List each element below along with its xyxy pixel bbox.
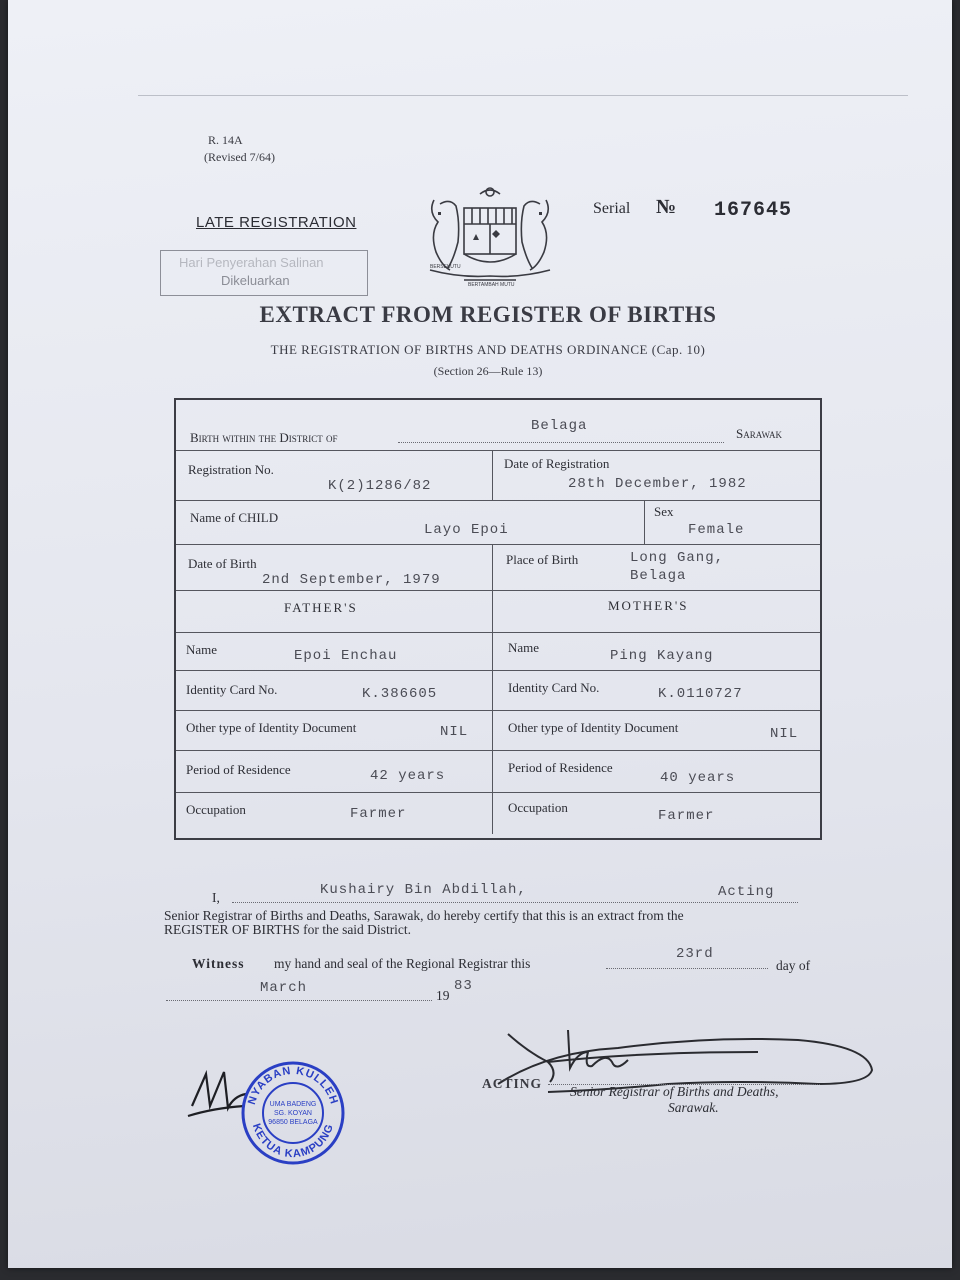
late-registration-heading: LATE REGISTRATION (196, 214, 357, 231)
row-divider (176, 450, 820, 451)
day-dotted-line (606, 968, 768, 969)
pob-value-line2: Belaga (630, 568, 687, 584)
row-divider (176, 670, 820, 671)
form-revision: (Revised 7/64) (204, 150, 275, 164)
row-divider (176, 792, 820, 793)
cert-text-line1: Senior Registrar of Births and Deaths, Sarawak, do hereby certify that this is an extract from the (164, 908, 684, 923)
mother-ic-label: Identity Card No. (508, 680, 600, 695)
stamp-line3: 96850 BELAGA (268, 1119, 318, 1126)
father-ic-label: Identity Card No. (186, 682, 278, 697)
father-residence-label: Period of Residence (186, 762, 291, 777)
mother-other-id-value: NIL (770, 726, 799, 742)
issued-stamp-line2: Dikeluarkan (221, 273, 290, 288)
district-label: Birth within the District of (190, 430, 338, 445)
date-registration-label: Date of Registration (504, 456, 610, 471)
witness-word: Witness (192, 956, 245, 971)
child-name-label: Name of CHILD (190, 510, 279, 525)
crest-motto-left: BERSEKUTU (430, 264, 461, 270)
mother-name-label: Name (508, 640, 540, 655)
child-name-value: Layo Epoi (424, 522, 509, 538)
mother-occupation-label: Occupation (508, 800, 568, 815)
row-divider (176, 632, 820, 633)
dob-label: Date of Birth (188, 556, 257, 571)
serial-number: 167645 (714, 199, 793, 222)
cert-text-line2: REGISTER OF BIRTHS for the said District. (164, 922, 412, 937)
father-heading: FATHER'S (284, 600, 358, 615)
document-paper (8, 0, 952, 1268)
signature-place: Sarawak. (668, 1100, 719, 1115)
issued-stamp-line1: Hari Penyerahan Salinan (179, 255, 324, 270)
form-code-number: R. 14A (208, 133, 243, 147)
form-code (204, 132, 275, 166)
svg-text:NYABAN KULLEH (246, 1065, 340, 1106)
mother-name-value: Ping Kayang (610, 648, 714, 664)
district-dotted-line (398, 442, 724, 443)
sex-label: Sex (654, 504, 674, 519)
mother-ic-value: K.0110727 (658, 686, 743, 702)
day-value: 23rd (676, 946, 714, 962)
register-form-table (174, 398, 822, 840)
date-registration-value: 28th December, 1982 (568, 476, 747, 492)
father-name-value: Epoi Enchau (294, 648, 398, 664)
stamp-ring-top: NYABAN KULLEH (245, 1064, 341, 1107)
signature-title: Senior Registrar of Births and Deaths, (570, 1084, 779, 1099)
father-name-label: Name (186, 642, 218, 657)
registrar-dotted-line (232, 902, 798, 903)
mother-residence-value: 40 years (660, 770, 736, 786)
father-occupation-value: Farmer (350, 806, 407, 822)
father-other-id-value: NIL (440, 724, 469, 740)
ordinance-section: (Section 26—Rule 13) (433, 364, 543, 378)
mother-heading: MOTHER'S (608, 598, 689, 613)
serial-number-symbol: № (656, 196, 677, 218)
registration-no-value: K(2)1286/82 (328, 478, 432, 494)
top-rule (138, 95, 908, 96)
village-head-stamp-icon (238, 1058, 348, 1168)
stamp-ring-bottom: KETUA KAMPUNG (249, 1122, 337, 1161)
pob-value-line1: Long Gang, (630, 550, 725, 566)
ordinance-subtitle: THE REGISTRATION OF BIRTHS AND DEATHS ORDINANCE (Cap. 10) (270, 342, 706, 357)
cert-i: I, (212, 890, 220, 905)
mother-occupation-value: Farmer (658, 808, 715, 824)
row-divider (176, 500, 820, 501)
stamp-line2: SG. KOYAN (274, 1110, 312, 1117)
month-value: March (260, 980, 308, 996)
registrar-name: Kushairy Bin Abdillah, (320, 882, 527, 898)
father-occupation-label: Occupation (186, 802, 246, 817)
row-divider (176, 544, 820, 545)
father-other-id-label: Other type of Identity Document (186, 720, 357, 735)
row-divider (176, 590, 820, 591)
acting-stamp: ACTING (482, 1076, 543, 1091)
month-dotted-line (166, 1000, 432, 1001)
year-prefix: 19 (436, 988, 450, 1003)
district-value: Belaga (531, 418, 588, 434)
dob-value: 2nd September, 1979 (262, 572, 441, 588)
sex-value: Female (688, 522, 745, 538)
pob-label: Place of Birth (506, 552, 579, 567)
mother-residence-label: Period of Residence (508, 760, 613, 775)
issued-stamp-box (160, 250, 368, 296)
state-label: Sarawak (736, 426, 783, 441)
father-ic-value: K.386605 (362, 686, 438, 702)
stamp-line1: UMA BADENG (269, 1101, 317, 1108)
year-suffix: 83 (454, 978, 473, 994)
registrar-capacity: Acting (718, 884, 775, 900)
center-divider (492, 544, 493, 834)
crest-motto-center: BERTAMBAH MUTU (468, 282, 515, 288)
mother-other-id-label: Other type of Identity Document (508, 720, 679, 735)
witness-text: my hand and seal of the Regional Registrar this (274, 956, 531, 971)
col-divider (644, 500, 645, 544)
row-divider (176, 750, 820, 751)
coat-of-arms-icon (420, 182, 560, 292)
father-residence-value: 42 years (370, 768, 446, 784)
row-divider (176, 710, 820, 711)
document-title: EXTRACT FROM REGISTER OF BIRTHS (259, 302, 717, 327)
serial-label: Serial (593, 200, 631, 217)
registration-no-label: Registration No. (188, 462, 274, 477)
day-of-text: day of (776, 958, 811, 973)
col-divider (492, 450, 493, 500)
